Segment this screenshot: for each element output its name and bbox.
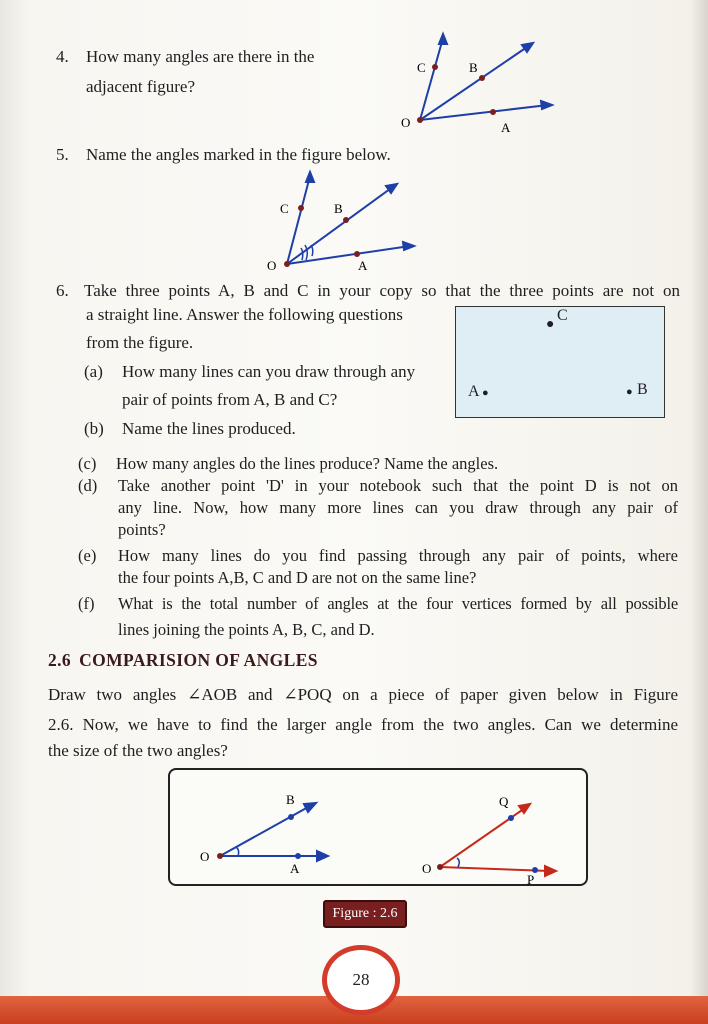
part-b-label: (b) [84, 419, 104, 438]
question-4-line-1: How many angles are there in the [86, 47, 315, 66]
section-number: 2.6 [48, 650, 72, 670]
question-5-number: 5. [56, 145, 69, 164]
part-a-line-2: pair of points from A, B and C? [122, 390, 338, 409]
section-paragraph-line-1: Draw two angles ∠AOB and ∠POQ on a piece of paper given below in Figure [48, 685, 678, 704]
figure-4-label-o: O [401, 115, 411, 130]
question-5-text: Name the angles marked in the figure below. [86, 145, 391, 164]
figure-2-6-label-o-right: O [422, 861, 432, 876]
figure-6-box [455, 306, 665, 418]
figure-4-rays [395, 30, 565, 140]
figure-5-rays [262, 166, 422, 276]
figure-5-label-o: O [267, 258, 277, 273]
part-d-label: (d) [78, 476, 98, 495]
figure-4-label-b: B [469, 60, 478, 75]
part-e-label: (e) [78, 546, 97, 565]
figure-5-label-b: B [334, 201, 343, 216]
part-f-line-2: lines joining the points A, B, C, and D. [118, 620, 375, 639]
section-heading [48, 650, 318, 671]
part-f-label: (f) [78, 594, 95, 613]
section-paragraph-line-3: the size of the two angles? [48, 741, 228, 760]
section-title: COMPARISION OF ANGLES [79, 650, 318, 670]
part-d-line-2: any line. Now, how many more lines can you draw through any pair of [118, 498, 678, 517]
figure-5-label-c: C [280, 201, 289, 216]
figure-2-6-label-b: B [286, 792, 295, 807]
page-number: 28 [322, 945, 400, 1015]
figure-4-label-c: C [417, 60, 426, 75]
figure-4-label-a: A [501, 120, 511, 135]
figure-6-label-b: B [637, 381, 648, 398]
section-paragraph-line-2: 2.6. Now, we have to find the larger angle from the two angles. Can we determine [48, 715, 678, 734]
question-6-number: 6. [56, 281, 69, 300]
part-e-line-1: How many lines do you find passing through any pair of points, where [118, 546, 678, 565]
part-c-label: (c) [78, 454, 97, 473]
part-d-line-3: points? [118, 520, 166, 539]
figure-2-6-label-p: P [527, 872, 535, 884]
figure-2-6-frame [168, 768, 588, 886]
point-a-dot: ● [482, 387, 489, 399]
point-c-dot: ● [546, 317, 555, 332]
part-a-label: (a) [84, 362, 103, 381]
figure-5-label-a: A [358, 258, 368, 273]
figure-2-6-angles [170, 770, 586, 884]
question-6-line-1: Take three points A, B and C in your copy so that the three points are not on [84, 281, 680, 300]
figure-6-label-a: A [468, 383, 480, 400]
part-e-line-2: the four points A,B, C and D are not on the same line? [118, 568, 477, 587]
part-c-line-1: How many angles do the lines produce? Name the angles. [116, 454, 499, 473]
part-a-line-1: How many lines can you draw through any [122, 362, 416, 381]
figure-2-6-label-q: Q [499, 794, 509, 809]
figure-6-label-c: C [557, 307, 568, 324]
question-4-line-2: adjacent figure? [86, 77, 196, 96]
figure-2-6-label-a: A [290, 861, 300, 876]
question-4-number: 4. [56, 47, 69, 66]
part-f-line-1: What is the total number of angles at the four vertices formed by all possible [118, 594, 678, 613]
point-b-dot: ● [626, 386, 633, 398]
question-6-line-2: a straight line. Answer the following questions [86, 305, 403, 324]
figure-2-6-label-o-left: O [200, 849, 210, 864]
part-d-line-1: Take another point 'D' in your notebook such that the point D is not on [118, 476, 678, 495]
figure-2-6-caption: Figure : 2.6 [323, 900, 407, 928]
part-b-line-1: Name the lines produced. [122, 419, 296, 438]
question-6-line-3: from the figure. [86, 333, 194, 352]
